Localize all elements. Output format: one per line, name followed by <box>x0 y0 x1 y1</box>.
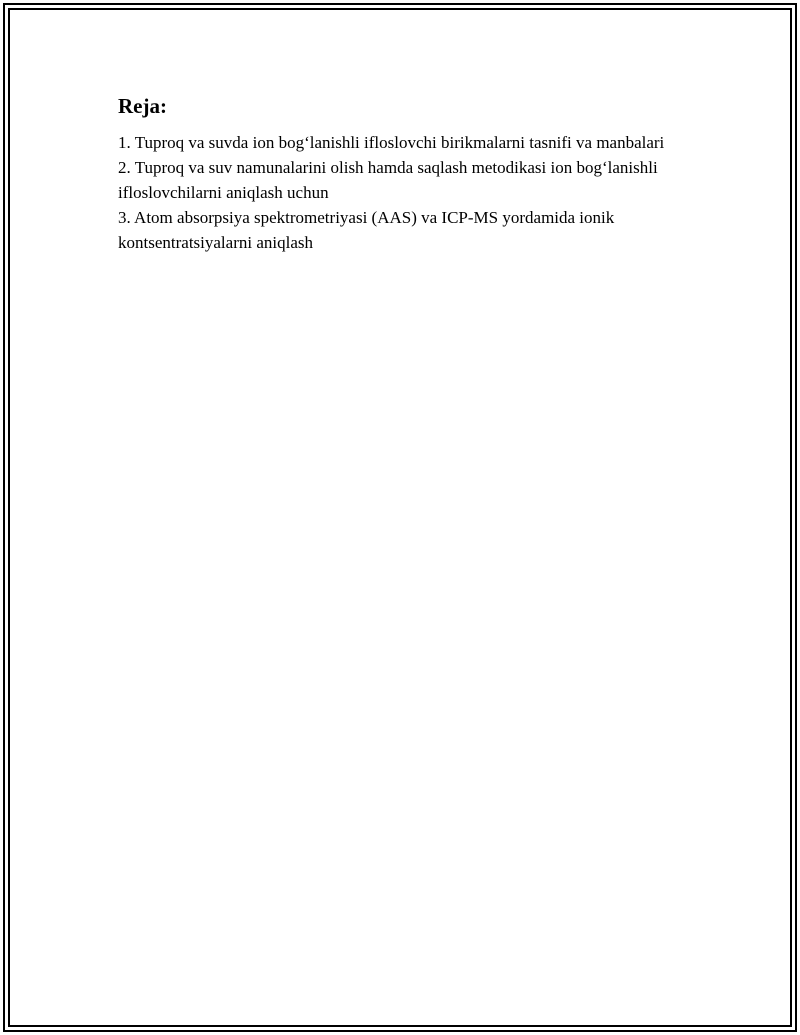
plan-item-2: 2. Tuproq va suv namunalarini olish hamda saqlash metodikasi ion bog‘lanishli ifloslovchilarni aniqlash uchun <box>118 158 658 202</box>
document-body <box>118 92 678 255</box>
plan-item-1: 1. Tuproq va suvda ion bog‘lanishli ifloslovchi birikmalarni tasnifi va manbalari <box>118 133 665 152</box>
plan-list <box>118 130 678 255</box>
plan-heading: Reja: <box>118 94 167 118</box>
plan-item-3: 3. Atom absorpsiya spektrometriyasi (AAS) va ICP-MS yordamida ionik kontsentratsiyalarni aniqlash <box>118 208 615 252</box>
